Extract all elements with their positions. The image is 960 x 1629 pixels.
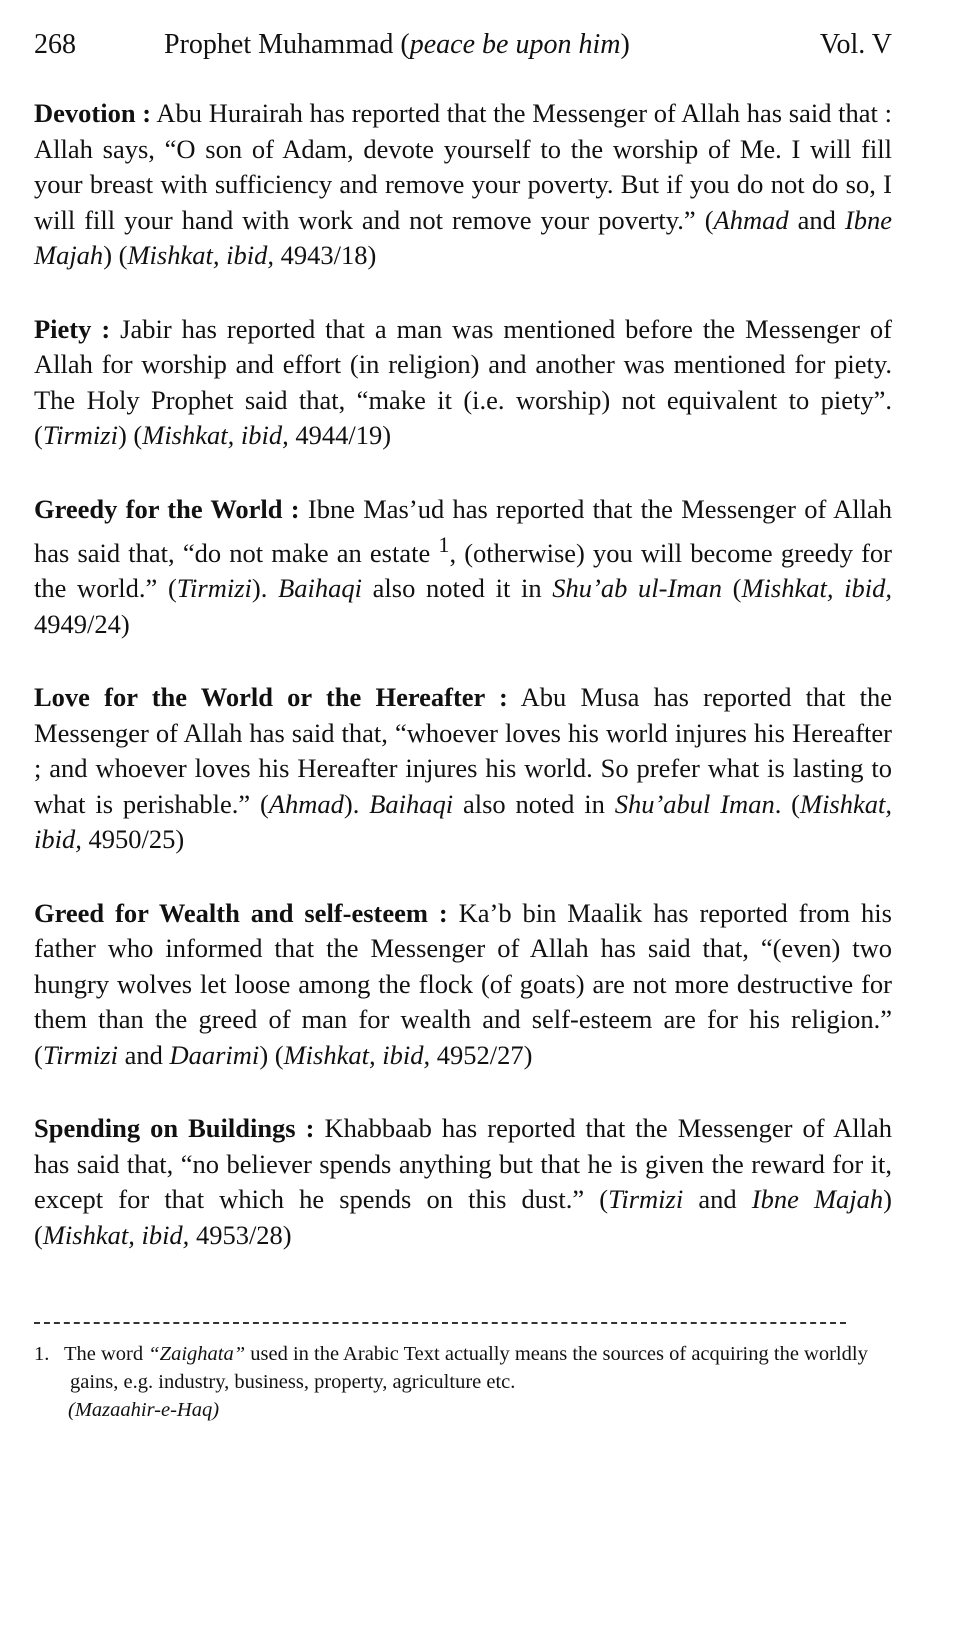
paragraph-heading: Devotion : (34, 98, 152, 128)
volume-label: Vol. V (819, 29, 892, 60)
footnote-marker: 1 (438, 532, 450, 557)
footnote-number: 1. (34, 1343, 50, 1365)
footnote-source: (Mazaahir-e-Haq) (68, 1399, 220, 1421)
paragraph-heading: Spending on Buildings : (34, 1113, 315, 1144)
footnote (34, 1340, 892, 1424)
page-number: 268 (34, 29, 76, 60)
paragraph-heading: Piety : (34, 313, 111, 344)
paragraph-piety: Piety : Jabir has reported that a man was mentioned before the Messenger of Allah for worship and effort (in religion) and another was mentioned for piety. The Holy Prophet said that, “make it (i.e. worship) not equivalent to piety”. (Tirmizi) (Mishkat, ibid, 4944/19) (34, 313, 892, 450)
footnote-divider (34, 1322, 846, 1324)
page-body (34, 96, 892, 1291)
paragraph-heading: Love for the World or the Hereafter : (34, 682, 508, 713)
paragraph-heading: Greedy for the World : (34, 493, 300, 524)
paragraph-spending-on-buildings: Spending on Buildings : Khabbaab has reported that the Messenger of Allah has said that, “no believer spends anything but that he is given the reward for it, except for that which he spends on this dust.” (Tirmizi and Ibne Majah) (Mishkat, ibid, 4953/28) (34, 1113, 893, 1250)
paragraph-devotion: Devotion : Abu Hurairah has reported that the Messenger of Allah has said that : Allah says, “O son of Adam, devote yourself to the worship of Me. I will fill your breast with sufficiency and remove your poverty. But if you do not do so, I will fill your hand with work and not remove your poverty.” (Ahmad and Ibne Majah) (Mishkat, ibid, 4943/18) (34, 98, 892, 270)
footnote-text: The word “Zaighata” used in the Arabic Text actually means the sources of acquiring the worldly gains, e.g. industry, business, property, agriculture etc. (Mazaahir-e-Haq) (64, 1340, 892, 1424)
paragraph-heading: Greed for Wealth and self-esteem : (34, 897, 448, 928)
page-header (34, 22, 892, 68)
paragraph-greedy-for-the-world: Greedy for the World : Ibne Mas’ud has reported that the Messenger of Allah has said that, “do not make an estate $^1$, (otherwise) you will become greedy for the world.” (Tirmizi). Baihaqi also noted it in Shu’ab ul-Iman (Mishkat, ibid, 4949/24) (34, 493, 892, 639)
paragraph-love-for-the-world: Love for the World or the Hereafter : Abu Musa has reported that the Messenger of Allah has said that, “whoever loves his world injures his Hereafter ; and whoever loves his Hereafter injures his world. So prefer what is lasting to what is perishable.” (Ahmad). Baihaqi also noted in Shu’abul Iman. (Mishkat, ibid, 4950/25) (34, 682, 892, 855)
running-title: Prophet Muhammad (peace be upon him) (164, 29, 630, 60)
paragraph-greed-for-wealth: Greed for Wealth and self-esteem : Ka’b bin Maalik has reported from his father who informed that the Messenger of Allah has said that, “(even) two hungry wolves let loose among the flock (of goats) are not more destructive for them than the greed of man for wealth and self-esteem are for his religion.” (Tirmizi and Daarimi) (Mishkat, ibid, 4952/27) (34, 897, 892, 1070)
